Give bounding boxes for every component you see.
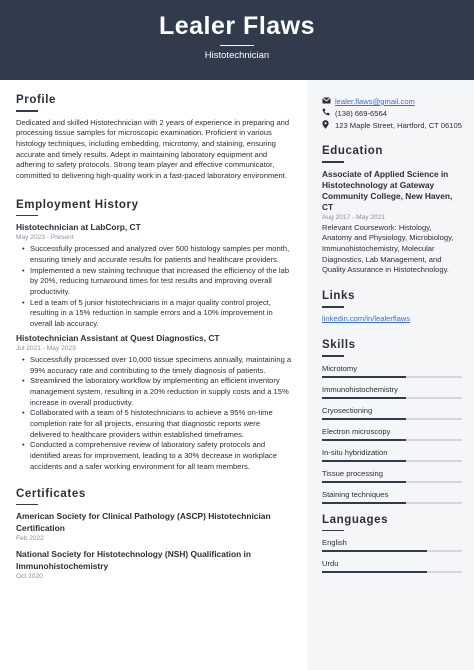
candidate-name: Lealer Flaws [158,12,316,40]
job-entry [16,222,292,330]
job-bullets [16,244,292,330]
skill-level-bar [322,460,462,462]
employment-section [16,199,292,473]
skill-level-fill [322,460,406,462]
language-level-fill [322,571,427,573]
employment-heading: Employment History [16,198,139,211]
email-link[interactable]: lealer.flaws@gmail.com [335,97,415,106]
skill-level-fill [322,376,406,378]
contact-email-row [322,96,462,107]
skill-level-bar [322,502,462,504]
languages-heading-rule [322,530,344,532]
header-divider [220,45,254,46]
skill-label: Cryosectioning [322,405,373,415]
certificates-heading-rule [16,504,38,506]
languages-list [322,537,462,573]
job-heading: Histotechnician Assistant at Quest Diagnostics, CT [16,332,220,343]
job-date: May 2023 - Present [16,234,74,242]
job-bullet: • Implemented a new staining technique that increased the efficiency of the lab by 20%, reducing turnaround times for test results and improving overall productivity. [16,266,292,298]
job-bullets [16,355,292,473]
language-item [322,558,462,573]
skills-heading-rule [322,355,344,357]
profile-heading: Profile [16,94,56,106]
certificate-date: Feb 2022 [16,535,44,543]
links-heading-rule [322,306,344,308]
language-level-bar [322,550,462,552]
job-date: Jul 2021 - May 2023 [16,344,76,352]
certificates-section [16,488,292,583]
skill-label: Staining techniques [322,489,389,499]
education-coursework: Relevant Coursework: Histology, Anatomy and Physiology, Microbiology, Immunohistochemistry, Molecular Diagnostics, Lab Management, and Quality Assurance in Histotechnology. [322,222,454,275]
certificate-entry [16,511,292,544]
degree-heading: Associate of Applied Science in Histotechnology at Gateway Community College, New Haven, CT [322,168,453,212]
skill-label: Microtomy [322,363,358,373]
language-label: English [322,538,347,548]
sidebar-column [322,96,462,579]
skill-level-bar [322,481,462,483]
profile-section [16,94,292,182]
main-column [16,94,292,582]
certificate-name: National Society for Histotechnology (NSH) Qualification in Immunohistochemistry [16,549,251,571]
certificate-entry [16,549,292,582]
resume-header [0,0,474,80]
language-level-bar [322,571,462,573]
skill-item [322,489,462,504]
skills-list [322,363,462,504]
profile-heading-rule [16,110,38,112]
job-bullet: • Conducted a comprehensive review of laboratory safety protocols and identified areas for improvement, leading to a 30% decrease in workplace accidents and a safer working environment for all team members. [16,440,292,472]
skill-level-bar [322,439,462,441]
phone-number: (138) 669-6564 [335,109,387,118]
contact-section [322,96,462,131]
skills-section [322,339,462,504]
profile-text: Dedicated and skilled Histotechnician with 2 years of experience in preparing and processing tissue samples for microscopic examination. Proficient in various histology techniques, including embedding, microtomy, and staining, ensuring accurate and timely results. Adept in maintaining laboratory equipment and adhering to safety protocols. Strong team player and effective communicator, committed to delivering high-quality work in a fast-paced laboratory environment. [16,117,290,181]
job-bullet: • Successfully processed and analyzed over 500 histology samples per month, ensuring timely and accurate results for patients and healthcare providers. [16,244,292,265]
language-item [322,537,462,552]
links-section [322,290,462,324]
address: 123 Maple Street, Hartford, CT 06105 [335,121,462,130]
envelope-icon [322,96,332,107]
skill-item [322,468,462,483]
skill-label: In-situ hybridization [322,447,388,457]
language-level-fill [322,550,427,552]
languages-section [322,514,462,574]
skill-item [322,426,462,441]
skill-level-fill [322,397,406,399]
candidate-job-title: Histotechnician [204,50,270,61]
skill-item [322,405,462,420]
skill-label: Tissue processing [322,468,383,478]
skill-item [322,363,462,378]
certificate-name: American Society for Clinical Pathology (ASCP) Histotechnician Certification [16,511,271,533]
skill-level-bar [322,418,462,420]
skill-level-bar [322,397,462,399]
skill-level-fill [322,481,406,483]
linkedin-link[interactable]: linkedin.com/in/lealerflaws [322,313,411,323]
language-label: Urdu [322,559,339,569]
links-heading: Links [322,290,356,303]
skill-level-bar [322,376,462,378]
phone-icon [322,108,332,119]
employment-heading-rule [16,215,38,217]
job-bullet: • Led a team of 5 junior histotechnicians in a major quality control project, resulting in a 15% reduction in sample errors and a 10% improvement in overall lab accuracy. [16,298,292,330]
certificates-heading: Certificates [16,487,86,500]
certificate-date: Oct 2020 [16,573,43,581]
education-section [322,145,462,276]
education-heading-rule [322,161,344,163]
education-date: Aug 2017 - May 2021 [322,213,386,221]
job-bullet: • Streamlined the laboratory workflow by implementing an efficient inventory management system, resulting in a 20% reduction in supply costs and a 15% increase in overall productivity. [16,376,292,408]
contact-address-row [322,120,462,131]
contact-phone-row [322,108,462,119]
skill-item [322,384,462,399]
map-pin-icon [322,120,332,132]
job-bullet: • Collaborated with a team of 5 histotechnicians to achieve a 95% on-time completion rate for all projects, ensuring that diagnostic reports were delivered to healthcare providers within established timeframes. [16,408,292,440]
job-bullet: • Successfully processed over 10,000 tissue specimens annually, maintaining a 99% accuracy rate and contributing to the timely diagnosis of patients. [16,355,292,376]
skill-level-fill [322,439,406,441]
skill-label: Electron microscopy [322,426,391,436]
job-entry [16,333,292,473]
skill-item [322,447,462,462]
skills-heading: Skills [322,339,356,352]
skill-level-fill [322,502,406,504]
skill-label: Immunohistochemistry [322,384,398,394]
education-heading: Education [322,145,383,157]
job-heading: Histotechnician at LabCorp, CT [16,222,141,233]
skill-level-fill [322,418,406,420]
languages-heading: Languages [322,513,389,526]
